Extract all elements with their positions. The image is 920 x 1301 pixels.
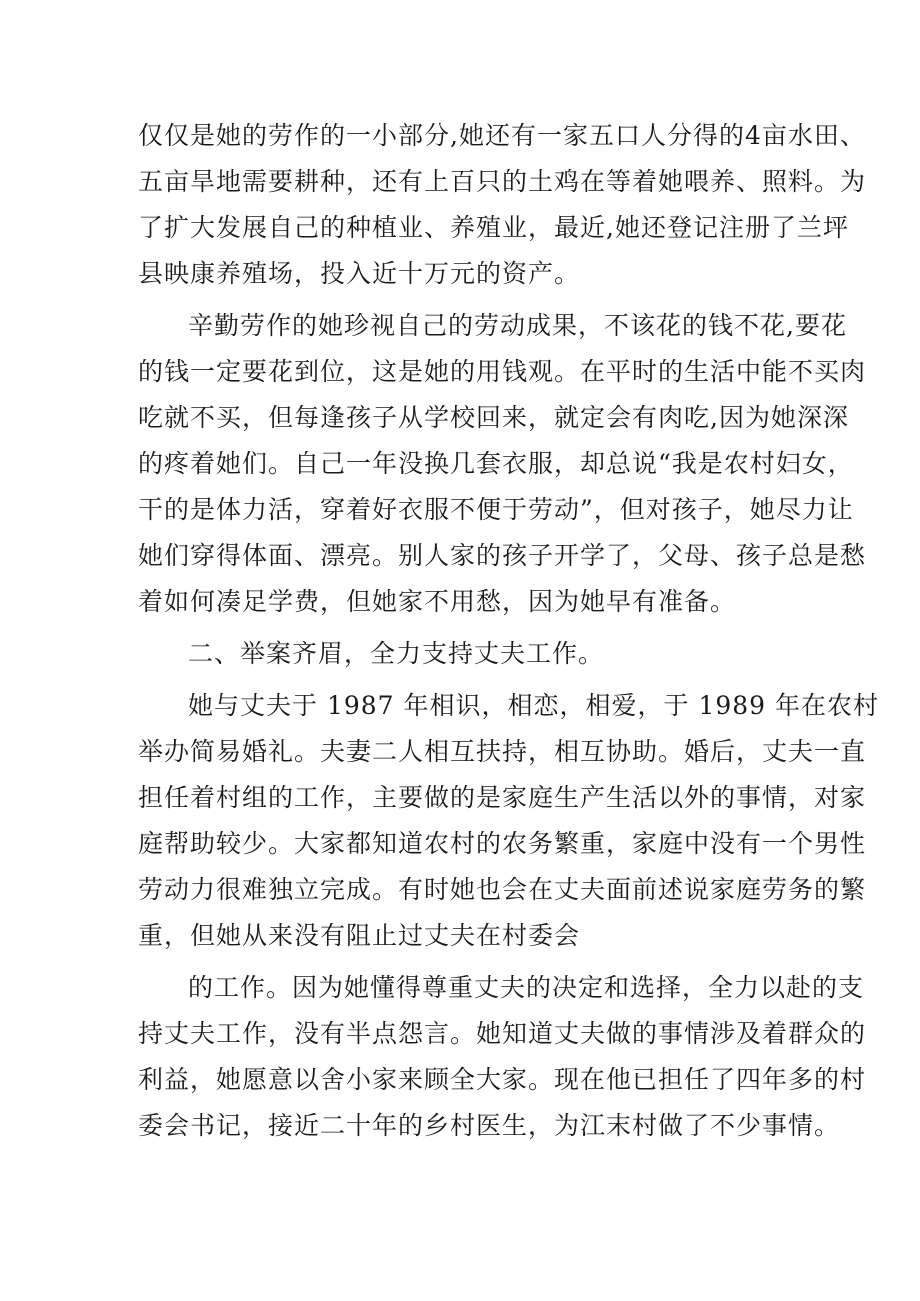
section-heading <box>138 631 798 677</box>
text-line: 着如何凑足学费，但她家不用愁，因为她早有准备。 <box>138 587 737 616</box>
text-line: 的工作。因为她懂得尊重丈夫的决定和选择，全力以赴的支 <box>188 973 865 1002</box>
text-line: 仅仅是她的劳作的一小部分,她还有一家五口人分得的4亩水田、 <box>138 121 866 150</box>
text-line: 担任着村组的工作，主要做的是家庭生产生活以外的事情，对家 <box>138 783 867 812</box>
text-line: 的钱一定要花到位，这是她的用钱观。在平时的生活中能不买肉 <box>138 357 867 386</box>
paragraph-farming <box>138 113 867 297</box>
document-body <box>138 113 880 1155</box>
text-line: 的疼着她们。自己一年没换几套衣服，却总说“我是农村妇女， <box>138 449 854 478</box>
text-line: 庭帮助较少。大家都知道农村的农务繁重，家庭中没有一个男性 <box>138 829 867 858</box>
text-line: 她们穿得体面、漂亮。别人家的孩子开学了，父母、孩子总是愁 <box>138 541 867 570</box>
text-line: 她与丈夫于 1987 年相识，相恋，相爱，于 1989 年在农村 <box>188 691 880 720</box>
text-line: 县映康养殖场，投入近十万元的资产。 <box>138 259 581 288</box>
text-line: 劳动力很难独立完成。有时她也会在丈夫面前述说家庭劳务的繁 <box>138 875 867 904</box>
paragraph-support <box>138 965 867 1149</box>
text-line: 举办简易婚礼。夫妻二人相互扶持，相互协助。婚后，丈夫一直 <box>138 737 867 766</box>
paragraph-money-view <box>138 303 867 625</box>
section-heading-text: 二、举案齐眉，全力支持丈夫工作。 <box>188 639 605 668</box>
text-line: 委会书记，接近二十年的乡村医生，为江末村做了不少事情。 <box>138 1111 841 1140</box>
text-line: 吃就不买，但每逢孩子从学校回来，就定会有肉吃,因为她深深 <box>138 403 849 432</box>
text-line: 持丈夫工作，没有半点怨言。她知道丈夫做的事情涉及着群众的 <box>138 1019 867 1048</box>
text-line: 了扩大发展自己的种植业、养殖业，最近,她还登记注册了兰坪 <box>138 213 849 242</box>
text-line: 重，但她从来没有阻止过丈夫在村委会 <box>138 921 581 950</box>
text-line: 干的是体力活，穿着好衣服不便于劳动”，但对孩子，她尽力让 <box>138 495 854 524</box>
text-line: 辛勤劳作的她珍视自己的劳动成果，不该花的钱不花,要花 <box>188 311 847 340</box>
text-line: 利益，她愿意以舍小家来顾全大家。现在他已担任了四年多的村 <box>138 1065 867 1094</box>
paragraph-marriage <box>138 683 880 959</box>
text-line: 五亩旱地需要耕种，还有上百只的土鸡在等着她喂养、照料。为 <box>138 167 867 196</box>
